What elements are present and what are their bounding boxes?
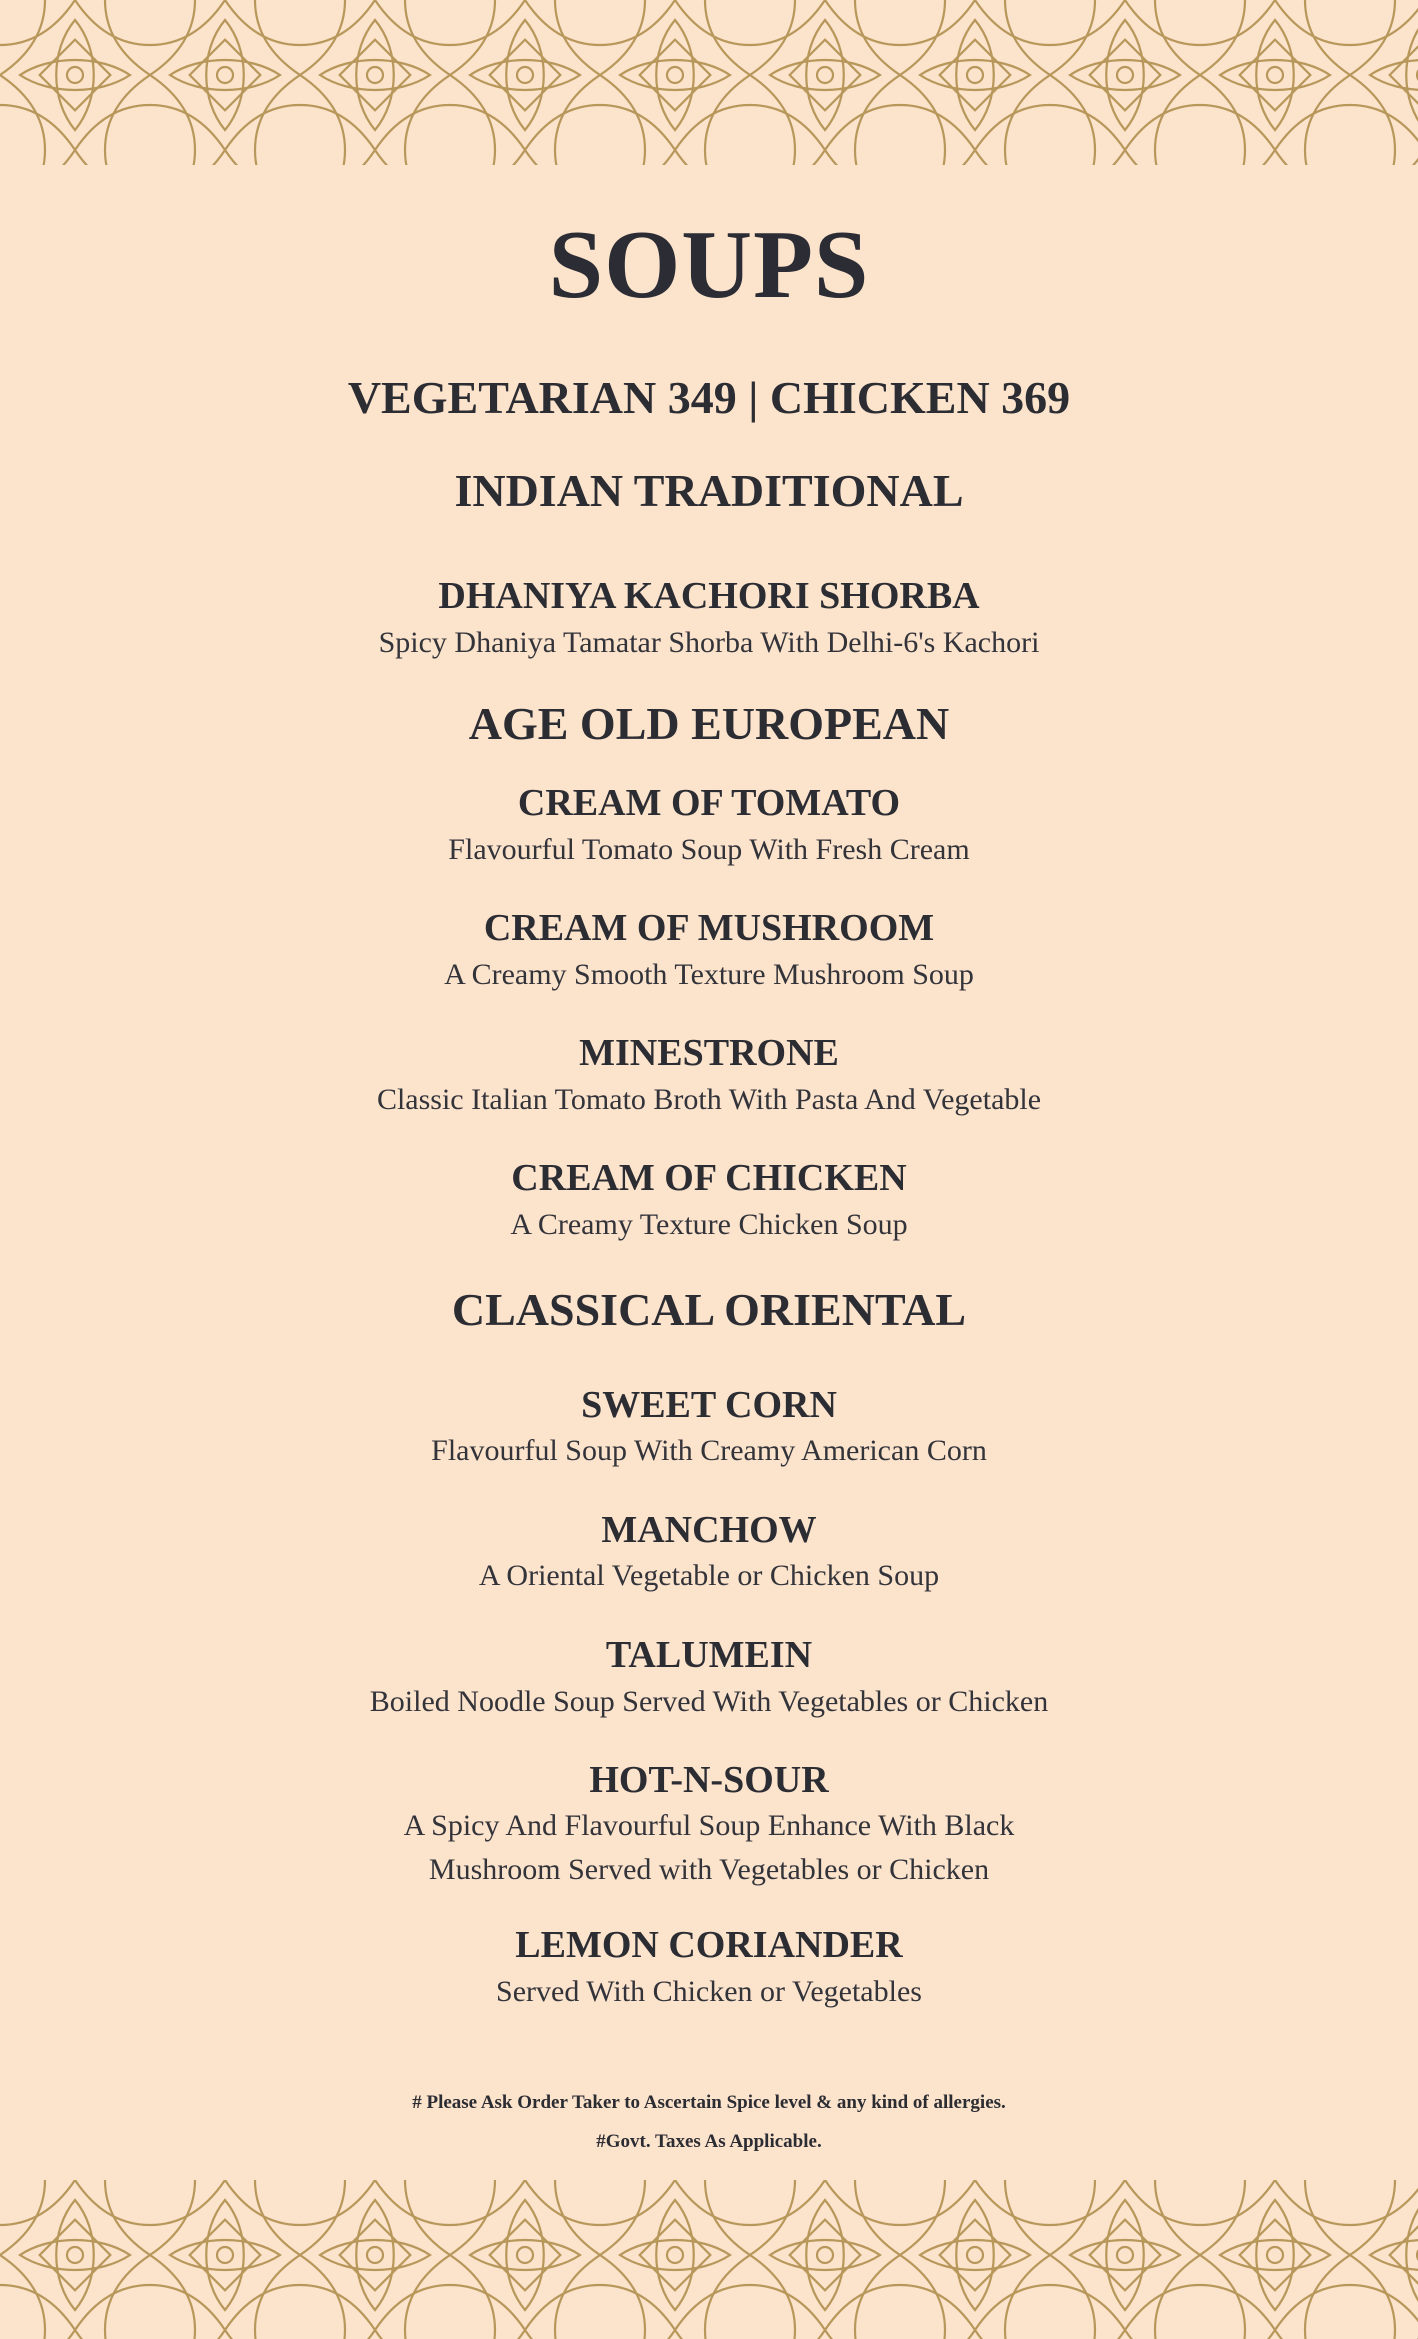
item-desc-manchow: A Oriental Vegetable or Chicken Soup	[478, 1559, 940, 1592]
bottom-border-pattern	[0, 2180, 1418, 2339]
price-line: VEGETARIAN 349 | CHICKEN 369	[347, 372, 1071, 423]
section-heading-age-old-european: AGE OLD EUROPEAN	[468, 698, 950, 749]
section-heading-indian-traditional: INDIAN TRADITIONAL	[454, 465, 964, 516]
section-heading-classical-oriental: CLASSICAL ORIENTAL	[451, 1284, 967, 1335]
item-name-dhaniya-kachori-shorba: DHANIYA KACHORI SHORBA	[438, 575, 980, 617]
footnote-allergies: # Please Ask Order Taker to Ascertain Spice level & any kind of allergies.	[412, 2092, 1006, 2113]
item-name-sweet-corn: SWEET CORN	[581, 1384, 837, 1426]
item-name-cream-of-tomato: CREAM OF TOMATO	[517, 782, 901, 824]
top-ornamental-border	[0, 0, 1418, 165]
item-name-hot-n-sour: HOT-N-SOUR	[589, 1759, 829, 1801]
footnote-taxes: #Govt. Taxes As Applicable.	[596, 2131, 822, 2152]
item-desc-cream-of-tomato: Flavourful Tomato Soup With Fresh Cream	[448, 833, 970, 866]
item-desc-sweet-corn: Flavourful Soup With Creamy American Corn	[431, 1434, 987, 1467]
item-desc-cream-of-chicken: A Creamy Texture Chicken Soup	[510, 1208, 908, 1241]
item-name-talumein: TALUMEIN	[605, 1634, 813, 1676]
item-name-manchow: MANCHOW	[601, 1509, 817, 1551]
item-desc-minestrone: Classic Italian Tomato Broth With Pasta And Vegetable	[376, 1083, 1042, 1116]
top-border-pattern	[0, 0, 1418, 165]
bottom-ornamental-border	[0, 2180, 1418, 2339]
item-name-cream-of-mushroom: CREAM OF MUSHROOM	[483, 907, 935, 949]
item-name-lemon-coriander: LEMON CORIANDER	[515, 1924, 903, 1966]
item-desc-dhaniya-kachori-shorba: Spicy Dhaniya Tamatar Shorba With Delhi-6's Kachori	[378, 626, 1040, 659]
item-desc-lemon-coriander: Served With Chicken or Vegetables	[496, 1975, 922, 2008]
item-desc-hot-n-sour-line2: Mushroom Served with Vegetables or Chicken	[428, 1853, 990, 1886]
item-desc-hot-n-sour-line1: A Spicy And Flavourful Soup Enhance With Black	[403, 1809, 1015, 1842]
item-name-cream-of-chicken: CREAM OF CHICKEN	[511, 1157, 907, 1199]
item-name-minestrone: MINESTRONE	[579, 1032, 839, 1074]
page-title: SOUPS	[548, 211, 870, 319]
item-desc-talumein: Boiled Noodle Soup Served With Vegetables or Chicken	[369, 1685, 1049, 1718]
item-desc-cream-of-mushroom: A Creamy Smooth Texture Mushroom Soup	[444, 958, 974, 991]
